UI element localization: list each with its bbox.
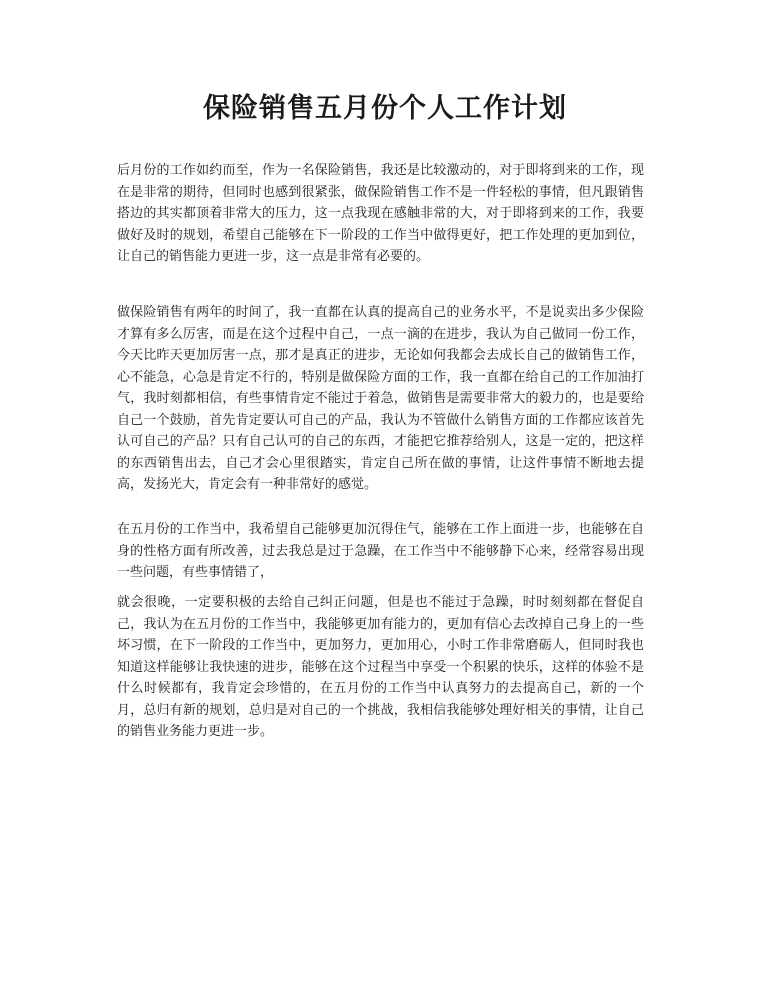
document-title: 保险销售五月份个人工作计划 bbox=[203, 93, 567, 124]
paragraph-intro: 后月份的工作如约而至，作为一名保险销售，我还是比较激动的，对于即将到来的工作，现在是非常的期待，但同时也感到很紧张，做保险销售工作不是一件轻松的事情，但凡跟销售搭边的其实都顶着非常大的压力，这一点我现在感触非常的大，对于即将到来的工作，我要做好及时的规划，希望自己能够在下一阶段的工作当中做得更好，把工作处理的更加到位，让自己的销售能力更进一步，这一点是非常有必要的。 bbox=[117, 163, 644, 264]
paragraph-may-goals: 在五月份的工作当中，我希望自己能够更加沉得住气，能够在工作上面进一步，也能够在自身的性格方面有所改善，过去我总是过于急躁，在工作当中不能够静下心来，经常容易出现一些问题，有些事情错了， bbox=[117, 522, 644, 580]
paragraph-experience: 做保险销售有两年的时间了，我一直都在认真的提高自己的业务水平，不是说卖出多少保险才算有多么厉害，而是在这个过程中自己，一点一滴的在进步，我认为自己做同一份工作，今天比昨天更加厉害一点，那才是真正的进步，无论如何我都会去成长自己的做销售工作，心不能急，心急是肯定不行的，特别是做保险方面的工作，我一直都在给自己的工作加油打气，我时刻都相信，有些事情肯定不能过于着急，做销售是需要非常大的毅力的，也是要给自己一个鼓励，首先肯定要认可自己的产品，我认为不管做什么销售方面的工作都应该首先认可自己的产品？只有自己认可的自己的东西，才能把它推荐给别人，这是一定的，把这样的东西销售出去，自己才会心里很踏实，肯定自己所在做的事情，让这件事情不断地去提高，发扬光大，肯定会有一种非常好的感觉。 bbox=[117, 305, 644, 492]
paragraph-conclusion: 就会很晚，一定要积极的去给自己纠正问题，但是也不能过于急躁，时时刻刻都在督促自己，我认为在五月份的工作当中，我能够更加有能力的，更加有信心去改掉自己身上的一些坏习惯，在下一阶段的工作当中，更加努力，更加用心，小时工作非常磨砺人，但同时我也知道这样能够让我快速的进步，能够在这个过程当中享受一个积累的快乐，这样的体验不是什么时候都有，我肯定会珍惜的，在五月份的工作当中认真努力的去提高自己，新的一个月，总归有新的规划，总归是对自己的一个挑战，我相信我能够处理好相关的事情，让自己的销售业务能力更进一步。 bbox=[117, 595, 644, 739]
